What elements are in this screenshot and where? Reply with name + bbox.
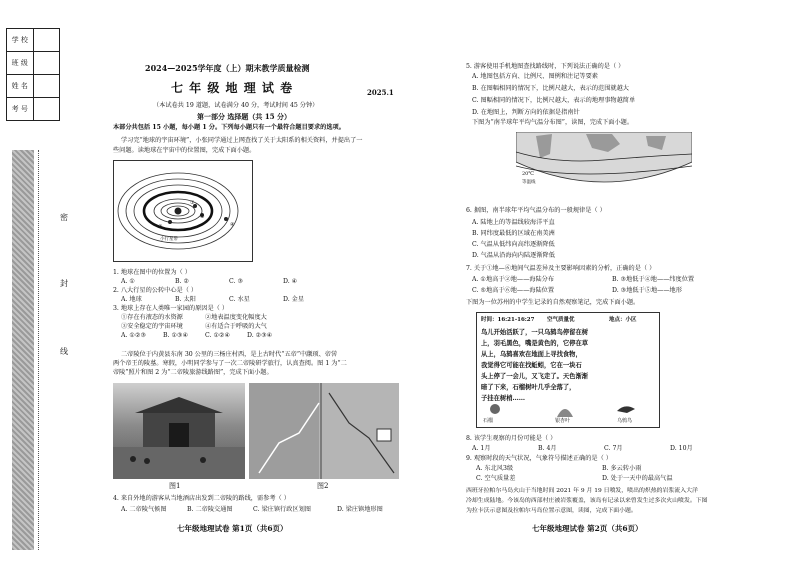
map-intro: 下图为“南半球年平均气温分布图”，读图，完成下面小题。 [472,119,634,126]
note-line-7: 子挂在树梢…… [481,395,526,402]
isotherm-legend: 等温线 [522,180,536,185]
intro3-line2: 冷却生成陆地。今该岛的西部村庄被岩浆覆盖，该岛有记录以来曾发生过多次火山喷发。下图 [466,498,708,504]
route-map-graphic [249,383,399,479]
section-title: 第一部分 选择题（共 15 分） [197,112,292,121]
q7-option-c[interactable]: C. ⑤地高于⑥地——海陆位置 [472,287,555,294]
q9-option-c[interactable]: C. 空气质量差 [476,475,516,482]
q5-stem: 5. 游客使用手机地图查找路线时，下列说法正确的是（ ） [466,63,625,70]
q9-option-a[interactable]: A. 东北风3级 [476,465,514,472]
q2-option-c[interactable]: C. 水星 [229,296,250,303]
q2-option-b[interactable]: B. 太阳 [175,296,196,303]
q6-option-c[interactable]: C. 气温从低纬向高纬逐渐降低 [472,241,555,248]
q5-option-b[interactable]: B. 在图幅相同的情况下，比例尺越大，表示的范围就越大 [472,85,629,92]
seal-char-mi: 密 [60,213,68,222]
name-field[interactable] [33,75,60,98]
note-line-5: 头上停了一会儿，又飞走了。天色渐渐 [481,373,589,380]
section-instructions: 本部分共包括 15 小题，每小题 1 分。下列每小题只有一个最符合题目要求的选项。 [113,124,345,131]
q3-statement-3: ③安全稳定的宇宙环境 [121,323,183,330]
q5-option-c[interactable]: C. 图幅相同的情况下，比例尺越大，表示的地理事物越简单 [472,97,636,104]
figure-2-caption: 图2 [317,482,329,490]
note-air-quality: 空气质量优 [547,317,575,323]
q9-option-b[interactable]: B. 多云转小雨 [602,465,642,472]
note-line-1: 鸟儿开始活跃了，一只乌鸫鸟停留在树 [481,329,589,336]
q7-stem: 7. 关于①地—⑥地间气温差异及主要影响因素的分析，正确的是（ ） [466,265,656,272]
school-label: 学 校 [7,29,34,52]
intro2-line2: 两个帝王的陵墓。寒假，小明同学参与了一次二帝陵研学旅行，认真查阅。图 1 为“二 [113,360,347,367]
page-1 [105,0,405,561]
q4-option-d[interactable]: D. 梁庄镇地形图 [337,506,383,513]
q7-option-d[interactable]: D. ③地低于⑤地——地形 [612,287,682,294]
seal-char-xian: 线 [60,347,68,356]
q3-statement-2: ②地表温度变化幅度大 [205,314,267,321]
isotherm-label: 20℃ [522,171,534,177]
exam-title: 七 年 级 地 理 试 卷 [171,81,294,95]
exam-header: 2024—2025学年度（上）期末教学质量检测 [145,63,310,73]
q2-option-a[interactable]: A. 地球 [121,296,142,303]
q3-option-b[interactable]: B. ①③④ [163,332,189,339]
orbit-label-3: ③ [158,224,163,230]
q3-option-a[interactable]: A. ①②③ [121,332,147,339]
q3-statement-1: ①存在有液态的水资源 [121,314,183,321]
q8-stem: 8. 该学生观察的月份可能是（ ） [466,435,557,442]
q4-stem: 4. 来自外地的游客从当地酒店出发到二帝陵的路线，需参考（ ） [113,495,290,502]
exam-number-label: 考 号 [7,98,34,121]
q1-option-a[interactable]: A. ① [121,278,135,285]
note-time: 时间：16:21-16:27 [481,317,535,323]
note-tag-pomegranate: 石榴 [483,418,494,424]
q1-option-d[interactable]: D. ④ [283,278,298,285]
q1-stem: 1. 地球在图中的位置为（ ） [113,269,191,276]
q8-option-a[interactable]: A. 1月 [472,445,491,452]
q2-stem: 2. 八大行星的公转中心是（ ） [113,287,198,294]
q4-option-b[interactable]: B. 二帝陵交通图 [187,506,233,513]
q6-option-b[interactable]: B. 同纬度最低的区域在南美洲 [472,230,555,237]
q8-option-b[interactable]: B. 4月 [538,445,557,452]
q3-option-d[interactable]: D. ②③④ [247,332,273,339]
mausoleum-gate-icon [113,383,245,479]
orbit-label-2: ② [200,214,205,220]
temperature-map-graphic [516,132,692,188]
q4-option-c[interactable]: C. 梁庄镇行政区划图 [253,506,311,513]
q3-statement-4: ④有适合于呼吸的大气 [205,323,267,330]
q9-stem: 9. 观察时段的天气状况，气象符号描述正确的是（ ） [466,455,612,462]
q9-option-d[interactable]: D. 处于一天中的最高气温 [602,475,673,482]
note-place: 地点：小区 [609,317,637,323]
q3-option-c[interactable]: C. ①②④ [205,332,231,339]
class-field[interactable] [33,52,60,75]
note-line-6: 暗了下来，石榴树叶几乎全落了， [481,384,576,391]
q2-option-d[interactable]: D. 金星 [283,296,305,303]
figure-1-caption: 图1 [169,482,181,490]
seal-char-feng: 封 [60,279,68,288]
binding-shade [12,150,34,550]
q5-option-a[interactable]: A. 地图包括方向、比例尺、图例和注记等要素 [472,73,598,80]
exam-date: 2025.1 [367,88,394,97]
page-1-footer: 七年级地理试卷 第1页（共6页） [177,524,288,533]
binding-strip [0,0,72,561]
q7-option-b[interactable]: B. ③地低于④地——纬度位置 [612,276,695,283]
tour-route-map [249,383,399,479]
note-line-3: 从上，乌鸫喜欢在地面上寻找食物， [481,351,582,358]
exam-number-field[interactable] [33,98,60,121]
school-field[interactable] [33,29,60,52]
solar-system-figure [113,160,253,262]
note-tag-ginkgo: 银杏叶 [555,418,571,424]
intro3-line1: 西班牙拉帕尔马岛火山于当地时间 2021 年 9 月 19 日喷发，喷出的炽热的岩浆流入大洋 [466,488,698,494]
binding-line [38,150,39,550]
q7-option-a[interactable]: A. ①地高于②地——海陆分布 [472,276,555,283]
q5-option-d[interactable]: D. 在地图上，判断方向的依据是指南针 [472,109,580,116]
orbit-label-4: ④ [230,222,235,228]
observation-note [476,312,660,428]
asteroid-belt-label: 小行星带 [160,237,178,242]
class-label: 班 级 [7,52,34,75]
intro2-line1: 二帝陵位于内黄县东南 30 公里的三杨庄村西，是上古时代“五帝”中颛顼、帝喾 [121,351,338,358]
page-2-footer: 七年级地理试卷 第2页（共6页） [532,524,643,533]
q3-stem: 3. 地球上存在人类唯一家园的原因是（ ） [113,305,229,312]
orbit-label-1: ① [190,200,195,206]
note-intro: 下图为一位苏州的中学生记录的自然观察笔记，完成下面小题。 [466,299,640,306]
student-info-table [6,28,60,121]
note-line-4: 我觉得它可能在找蚯蚓，它在一块石 [481,362,582,369]
page-2 [462,0,732,561]
q1-option-b[interactable]: B. ② [175,278,190,285]
q6-option-d[interactable]: D. 气温从沿海向内陆逐渐降低 [472,252,555,259]
note-tag-blackbird: 乌鸫鸟 [617,418,633,424]
mausoleum-photo [113,383,245,479]
name-label: 姓 名 [7,75,34,98]
intro1-line2: 些问题。读地球在宇宙中的位置图，完成下面小题。 [113,147,256,154]
q4-option-a[interactable]: A. 二帝陵气候图 [121,506,167,513]
temperature-map [516,132,692,188]
note-line-2: 上，羽毛黑色，嘴是黄色的，它停在草 [481,340,589,347]
intro1-line1: 学习完“地球的宇宙环境”，小张同学通过上网查找了关于太阳系的相关资料，并提出了一 [121,137,363,144]
exam-subtitle: （本试卷共 19 道题，试卷满分 40 分，考试时间 45 分钟） [153,102,319,109]
orbit-diagram [114,161,252,261]
q8-option-d[interactable]: D. 10月 [670,445,693,452]
intro2-line3: 帝陵”照片和图 2 为“二帝陵旅游线路图”，完成下面小题。 [113,369,273,376]
q1-option-c[interactable]: C. ③ [229,278,243,285]
q6-option-a[interactable]: A. 陆地上的等温线较海洋平直 [472,219,555,226]
intro3-line3: 为拉卡沃示意图及拉帕尔马岛位置示意图，读图，完成下面小题。 [466,508,637,514]
q6-stem: 6. 据图，南半球年平均气温分布的一般规律是（ ） [466,207,606,214]
q8-option-c[interactable]: C. 7月 [604,445,623,452]
